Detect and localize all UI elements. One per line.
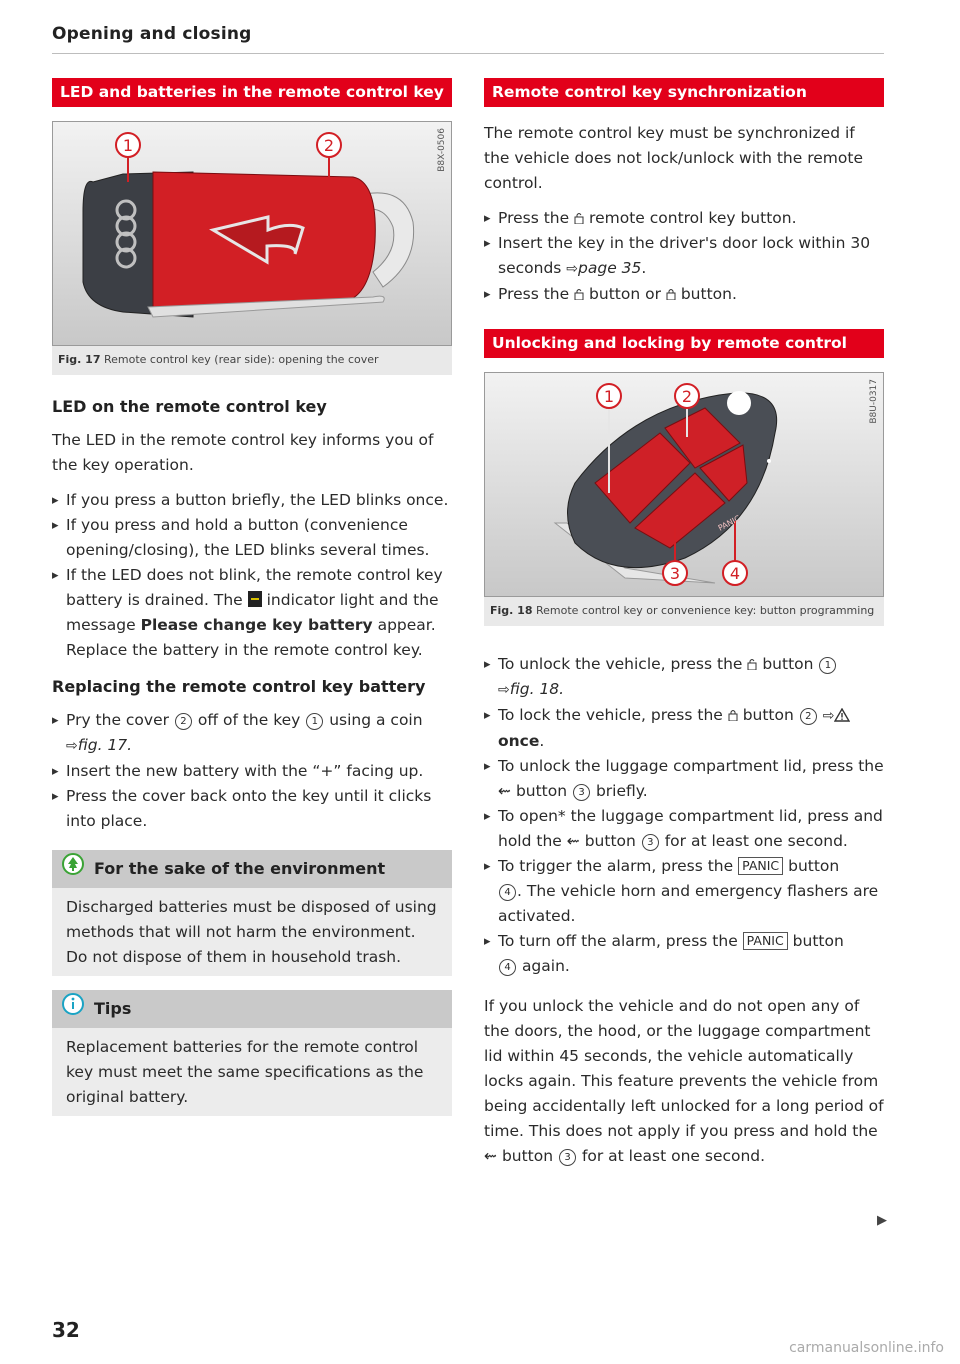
- page-header-title: Opening and closing: [52, 24, 252, 44]
- sync-item: ▸ Insert the key in the driver's door lock within 30 seconds ⇨page 35.: [484, 231, 884, 282]
- environment-icon: [62, 851, 84, 889]
- led-intro: The LED in the remote control key informs you of the key operation.: [52, 431, 434, 474]
- callout-2: 2: [175, 713, 192, 730]
- figure-17: [52, 121, 452, 375]
- figure-17-image: [52, 121, 452, 346]
- replace-item: ▸ Insert the new battery with the “+” facing up.: [52, 759, 452, 784]
- led-item-text: appear. Replace the battery in the remote control key.: [66, 616, 436, 659]
- warning-icon[interactable]: [834, 708, 850, 722]
- fig18-callout-1: 1: [603, 387, 615, 406]
- page-number: 32: [52, 1318, 80, 1342]
- ref-arrow-icon: ⇨: [566, 261, 579, 277]
- environment-box-title: For the sake of the environment: [94, 859, 386, 878]
- led-item: [52, 563, 452, 663]
- figure-17-caption-text: Remote control key (rear side): opening the cover: [103, 353, 379, 366]
- page-header: [52, 24, 884, 54]
- tips-box-body: Replacement batteries for the remote control key must meet the same specifications as the original battery.: [66, 1038, 424, 1106]
- section-title-led-batteries: LED and batteries in the remote control key: [52, 78, 452, 107]
- unlock-item: ▸ To unlock the luggage compartment lid, press the ⇜ button 3 briefly.: [484, 754, 884, 804]
- figure-17-label: Fig. 17: [58, 353, 101, 366]
- figure-18-caption-text: Remote control key or convenience key: button programming: [535, 604, 875, 617]
- unlock-item: ▸ To trigger the alarm, press the PANIC button 4 . The vehicle horn and emergency flashers are activated.: [484, 854, 884, 929]
- callout-1: 1: [819, 657, 836, 674]
- unlock-icon: [747, 658, 757, 670]
- unlock-icon: [574, 212, 584, 224]
- figure-18: [484, 372, 884, 626]
- callout-2: 2: [800, 708, 817, 725]
- ref-arrow-icon: ⇨: [66, 738, 78, 754]
- led-item: ▸ If you press a button briefly, the LED blinks once.: [52, 488, 452, 513]
- unlock-item: ▸ To turn off the alarm, press the PANIC button 4 again.: [484, 929, 884, 979]
- callout-1: 1: [306, 713, 323, 730]
- section-title-unlock: Unlocking and locking by remote control: [484, 329, 884, 358]
- header-rule: [52, 53, 884, 54]
- replace-list: [52, 708, 452, 834]
- key-rear-illustration: [53, 122, 451, 345]
- sync-item: ▸ Press the remote control key button.: [484, 206, 884, 231]
- callout-3: 3: [642, 834, 659, 851]
- callout-4: 4: [499, 959, 516, 976]
- unlock-item: ▸ To unlock the vehicle, press the button 1 ⇨fig. 18.: [484, 652, 884, 703]
- message-text: Please change key battery: [140, 616, 373, 634]
- tips-box-title: Tips: [94, 999, 132, 1018]
- unlock-item: ▸ To lock the vehicle, press the button 2 ⇨ once.: [484, 703, 884, 754]
- panic-key-label: PANIC: [743, 932, 788, 950]
- callout-4: 4: [499, 884, 516, 901]
- figure-18-caption: [484, 597, 884, 626]
- trunk-icon: ⇜: [566, 832, 580, 850]
- trunk-icon: ⇜: [484, 1147, 497, 1165]
- fig18-panic-label: PANIC: [716, 513, 742, 533]
- page-ref-link[interactable]: page 35: [578, 259, 642, 277]
- fig17-callout-1: 1: [122, 136, 134, 155]
- ref-arrow-icon: ⇨: [498, 682, 510, 698]
- closing-paragraph: If you unlock the vehicle and do not open any of the doors, the hood, or the luggage compartment lid within 45 seconds, the vehicle automatically locks again. This feature prevents the vehicle from being accidentally left unlocked for a long period of time. This does not apply if you press and hold the ⇜ button 3 for at least one second.: [484, 997, 884, 1165]
- unlock-icon: [574, 288, 584, 300]
- fig18-callout-2: 2: [681, 387, 693, 406]
- fig18-callout-4: 4: [729, 564, 741, 583]
- figure-17-code: B8X-0506: [437, 128, 447, 172]
- right-column: [484, 78, 884, 1169]
- unlock-item: ▸ To open* the luggage compartment lid, press and hold the ⇜ button 3 for at least one second.: [484, 804, 884, 854]
- replace-item: ▸ Pry the cover 2 off of the key 1 using a coin ⇨fig. 17.: [52, 708, 452, 759]
- led-item-text: indicator light and the message: [66, 591, 439, 634]
- environment-box: [52, 850, 452, 976]
- battery-indicator-icon: [248, 591, 262, 607]
- figure-17-caption: [52, 346, 452, 375]
- led-heading: LED on the remote control key: [52, 397, 327, 416]
- fig-ref-link[interactable]: fig. 17.: [77, 736, 133, 754]
- unlock-list: [484, 652, 884, 979]
- fig17-callout-2: 2: [323, 136, 335, 155]
- sync-item: ▸ Press the button or button.: [484, 282, 884, 307]
- replace-item: ▸ Press the cover back onto the key until it clicks into place.: [52, 784, 452, 834]
- callout-3: 3: [559, 1149, 576, 1166]
- tips-box: [52, 990, 452, 1116]
- section-title-sync: Remote control key synchronization: [484, 78, 884, 107]
- sync-intro: The remote control key must be synchronized if the vehicle does not lock/unlock with the remote control.: [484, 124, 863, 192]
- led-item: ▸ If you press and hold a button (convenience opening/closing), the LED blinks several times.: [52, 513, 452, 563]
- left-column: [52, 78, 452, 1116]
- panic-key-label: PANIC: [738, 857, 783, 875]
- environment-box-body: Discharged batteries must be disposed of using methods that will not harm the environment. Do not dispose of them in household trash.: [66, 898, 437, 966]
- fig18-callout-3: 3: [669, 564, 681, 583]
- figure-18-label: Fig. 18: [490, 604, 533, 617]
- callout-3: 3: [573, 784, 590, 801]
- info-icon: [62, 991, 84, 1029]
- replace-heading: Replacing the remote control key battery: [52, 677, 426, 696]
- environment-box-header: [52, 850, 452, 888]
- led-list: [52, 488, 452, 663]
- figure-18-code: B8U-0317: [869, 379, 879, 424]
- lock-icon: [728, 709, 738, 721]
- ref-arrow-icon: ⇨: [822, 708, 835, 724]
- continue-arrow-icon: ▶: [877, 1213, 887, 1228]
- led-item-text: If the LED does not blink, the remote control key battery is drained. The: [66, 566, 443, 609]
- sync-list: [484, 206, 884, 307]
- trunk-icon: ⇜: [498, 782, 511, 800]
- watermark: carmanualsonline.info: [789, 1340, 944, 1356]
- figure-18-image: [484, 372, 884, 597]
- lock-icon: [666, 288, 676, 300]
- key-front-illustration: [485, 373, 883, 596]
- fig-ref-link[interactable]: fig. 18.: [509, 680, 565, 698]
- tips-box-header: [52, 990, 452, 1028]
